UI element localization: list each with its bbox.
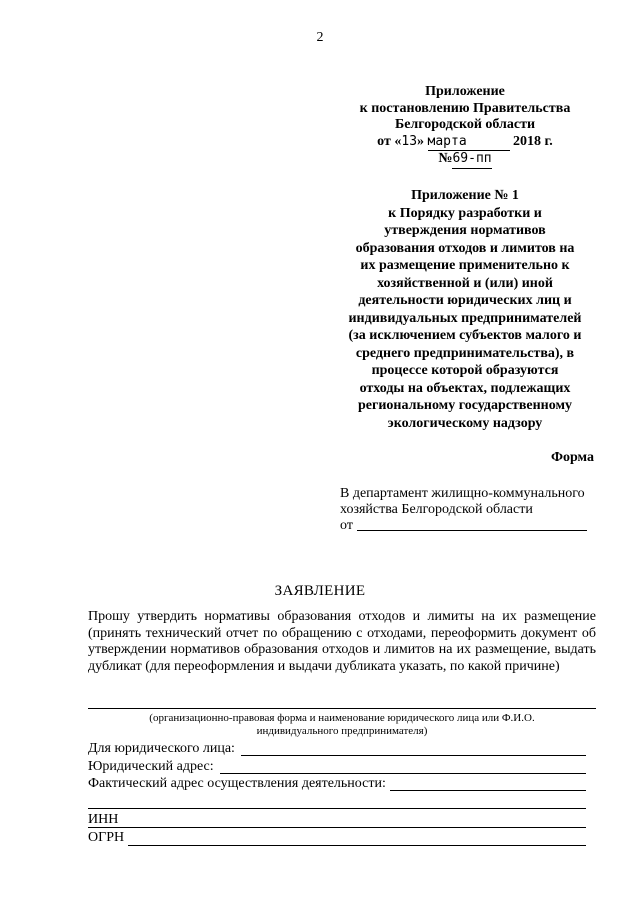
form-label: Форма: [550, 450, 594, 465]
from-input-line[interactable]: [357, 530, 587, 531]
page-number: 2: [316, 30, 324, 45]
ogrn-input-line[interactable]: [128, 845, 586, 846]
legal-entity-label: Для юридического лица:: [88, 741, 235, 756]
resolution-appendix-header: [330, 84, 600, 169]
from-label: от: [340, 518, 353, 533]
ogrn-label: ОГРН: [88, 830, 125, 845]
actual-address-input-line[interactable]: [390, 790, 586, 791]
statement-body: Прошу утвердить нормативы образования отходов и лимиты на их размещение (принять технический отчет по обращению с отходами, переоформить документ об утверждении нормативов образования отходов и лимитов на их размещение, выдать дубликат (для переоформления и выдачи дубликата указать, по какой причине): [88, 609, 596, 674]
date-day-handwritten: 13: [401, 133, 418, 149]
legal-address-label: Юридический адрес:: [88, 759, 214, 774]
resolution-number: №69-пп: [330, 151, 600, 169]
applicant-name-line[interactable]: [88, 708, 596, 709]
legal-entity-input-line[interactable]: [241, 755, 586, 756]
appendix-line: Белгородской области: [394, 117, 536, 132]
date-month-handwritten: марта: [428, 134, 510, 152]
statement-title: ЗАЯВЛЕНИЕ: [274, 583, 366, 599]
appendix-title: Приложение: [425, 84, 505, 99]
inn-label: ИНН: [88, 812, 119, 827]
applicant-name-caption: (организационно-правовая форма и наименование юридического лица или Ф.И.О. индивидуального предпринимателя): [149, 712, 535, 737]
appendix-line: к постановлению Правительства: [359, 100, 571, 116]
appendix-1-block: Приложение № 1 к Порядку разработки и утверждения нормативов образования отходов и лимитов на их размещение применительно к хозяйственной и (или) иной деятельности юридических лиц и индивидуальных предпринимателей (за исключением субъектов малого и среднего предпринимательства), в процессе которой образуются отходы на объектах, подлежащих региональному государственному экологическому надзору: [330, 187, 600, 432]
appendix-1-title: Приложение № 1: [411, 188, 519, 203]
legal-address-input-line[interactable]: [220, 773, 586, 774]
actual-address-label: Фактический адрес осуществления деятельности:: [88, 776, 386, 791]
resolution-date: от «13» марта 2018 г.: [330, 134, 600, 152]
resolution-number-handwritten: 69-пп: [452, 151, 491, 169]
inn-input-line[interactable]: [88, 827, 586, 828]
actual-address-continuation-line[interactable]: [88, 808, 586, 809]
addressee-block: В департамент жилищно-коммунального хозяйства Белгородской области от: [340, 486, 585, 533]
